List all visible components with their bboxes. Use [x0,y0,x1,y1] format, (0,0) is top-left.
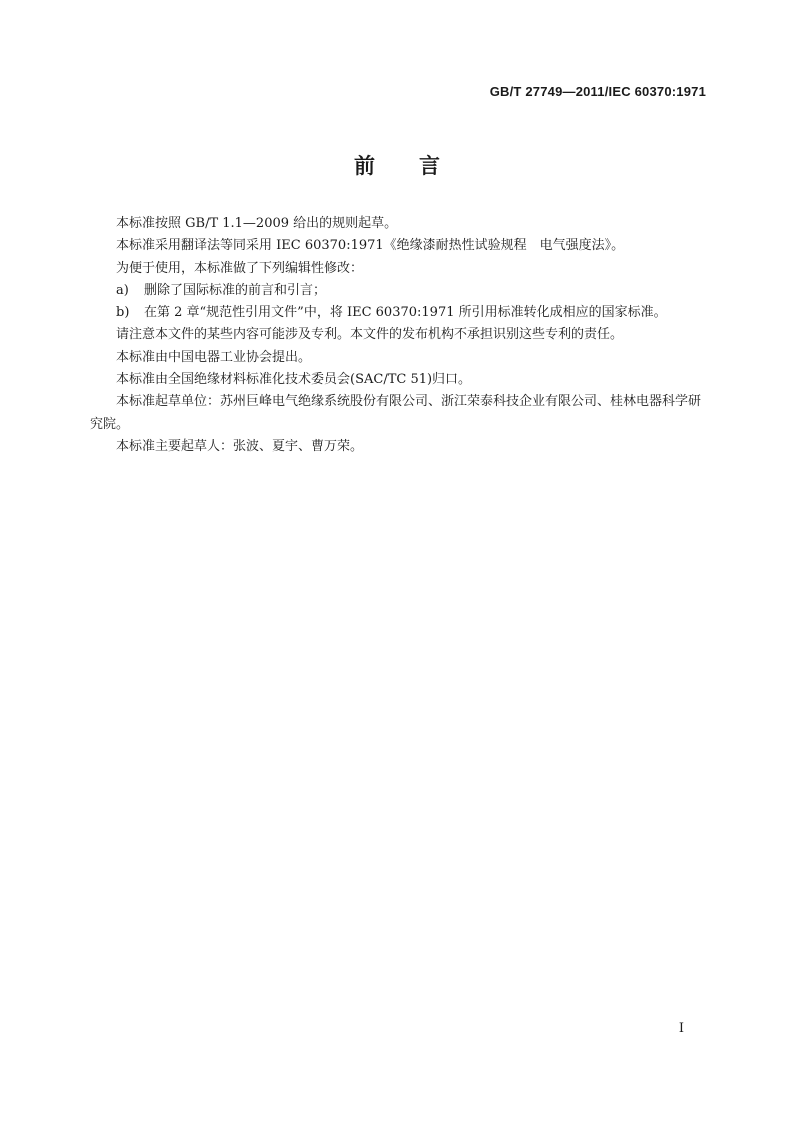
list-marker-b: b) [116,305,130,321]
paragraph-adoption: 本标准采用翻译法等同采用 IEC 60370:1971《绝缘漆耐热性试验规程 电气强度法》。 [116,238,625,254]
list-item-a [90,280,708,302]
paragraph-committee: 本标准由全国绝缘材料标准化技术委员会(SAC/TC 51)归口。 [116,372,472,388]
paragraph-drafting-units: 本标准起草单位：苏州巨峰电气绝缘系统股份有限公司、浙江荣泰科技企业有限公司、桂林电器科学研究院。 [90,394,702,432]
page-title [0,150,794,180]
paragraph-patent-notice: 请注意本文件的某些内容可能涉及专利。本文件的发布机构不承担识别这些专利的责任。 [116,327,624,343]
paragraph-drafting-rules: 本标准按照 GB/T 1.1—2009 给出的规则起草。 [116,216,398,231]
paragraph-proposer: 本标准由中国电器工业协会提出。 [116,349,312,365]
paragraph-editorial-changes: 为便于使用，本标准做了下列编辑性修改： [116,260,364,276]
list-text-b: 在第 2 章“规范性引用文件”中，将 IEC 60370:1971 所引用标准转化成相应的国家标准。 [144,305,667,321]
foreword-body [90,213,708,458]
title-char-1: 前 [354,154,375,178]
page-number: I [678,1021,684,1036]
list-text-a: 删除了国际标准的前言和引言； [144,282,327,298]
paragraph-drafters: 本标准主要起草人：张波、夏宇、曹万荣。 [116,438,364,454]
standard-code-header: GB/T 27749—2011/IEC 60370:1971 [489,84,706,99]
title-char-2: 言 [419,154,440,178]
list-item-b [90,302,708,324]
list-marker-a: a) [116,282,129,298]
